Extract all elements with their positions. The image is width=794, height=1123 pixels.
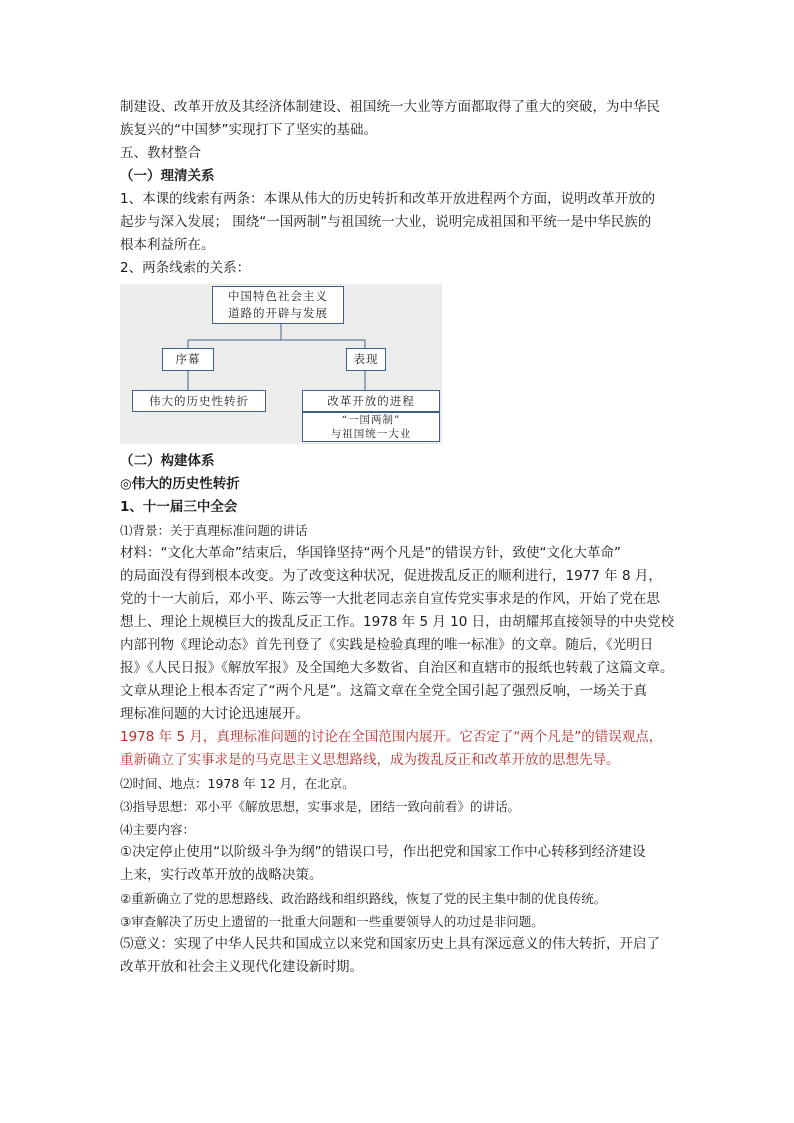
material-line-7: 文章从理论上根本否定了“两个凡是”。这篇文章在全党全国引起了强烈反响，一场关于真 [120,683,647,699]
subheading-1: （一）理清关系 [120,168,215,184]
clue-line-2: 2、两条线索的关系： [120,260,251,276]
guiding-thought-line: ⑶指导思想：邓小平《解放思想，实事求是，团结一致向前看》的讲话。 [120,799,521,814]
significance-line-2: 改革开放和社会主义现代化建设新时期。 [120,959,363,975]
intro-line-2: 族复兴的“中国梦”实现打下了坚实的基础。 [120,122,377,138]
diagram-left-node: 序幕 [162,348,214,371]
material-line-5: 内部刊物《理论动态》首先刊登了《实践是检验真理的唯一标准》的文章。随后，《光明日 [120,637,654,653]
material-line-3: 党的十一大前后，邓小平、陈云等一大批老同志亲自宣传党实事求是的作风，开始了党在思 [120,591,660,607]
diagram-left-leaf: 伟大的历史性转折 [132,390,266,412]
material-line-1: 材料：“文化大革命”结束后，华国锋坚持“两个凡是”的错误方针，致使“文化大革命” [120,545,621,561]
material-line-4: 想上、理论上规模巨大的拨乱反正工作。1978 年 5 月 10 日，由胡耀邦直接领导的中央党校 [120,614,675,630]
diagram-root-node: 中国特色社会主义 道路的开辟与发展 [212,286,344,324]
material-line-6: 报》《人民日报》《解放军报》及全国绝大多数省、自治区和直辖市的报纸也转载了这篇文章。 [120,660,674,676]
clue-line-1c: 根本利益所在。 [120,237,215,253]
diagram-right-node: 表现 [346,348,386,371]
subheading-2: （二）构建体系 [120,453,215,469]
content-item-3: ③审查解决了历史上遗留的一批重大问题和一些重要领导人的功过是非问题。 [120,914,544,929]
highlight-line-2: 重新确立了实事求是的马克思主义思想路线，成为拨乱反正和改革开放的思想先导。 [120,752,620,768]
diagram-right-leaf-2: “一国两制” 与祖国统一大业 [302,412,440,442]
section-5-heading: 五、教材整合 [120,145,201,161]
significance-line-1: ⑸意义：实现了中华人民共和国成立以来党和国家历史上具有深远意义的伟大转折，开启了 [120,936,660,952]
material-line-8: 理标准问题的大讨论迅速展开。 [120,706,309,722]
content-item-1b: 上来，实行改革开放的战略决策。 [120,867,323,883]
diagram-right-leaf-1: 改革开放的进程 [302,390,440,412]
clue-line-1a: 1、本课的线索有两条：本课从伟大的历史转折和改革开放进程两个方面，说明改革开放的 [120,191,656,207]
topic-heading: ◎伟大的历史性转折 [120,476,240,492]
relationship-diagram [120,284,442,444]
heading-plenum: 1、十一届三中全会 [120,499,238,515]
content-item-1a: ①决定停止使用“以阶级斗争为纲”的错误口号，作出把党和国家工作中心转移到经济建设 [120,844,646,860]
document-page [120,96,680,979]
highlight-line-1: 1978 年 5 月，真理标准问题的讨论在全国范围内展开。它否定了“两个凡是”的错误观点， [120,729,663,745]
main-content-label: ⑷主要内容： [120,822,196,837]
material-line-2: 的局面没有得到根本改变。为了改变这种状况，促进拨乱反正的顺利进行，1977 年 8 月， [120,568,662,584]
background-line: ⑴背景：关于真理标准问题的讲话 [120,523,308,538]
content-item-2: ②重新确立了党的思想路线、政治路线和组织路线，恢复了党的民主集中制的优良传统。 [120,891,607,906]
intro-line-1: 制建设、改革开放及其经济体制建设、祖国统一大业等方面都取得了重大的突破，为中华民 [120,99,660,115]
time-place-line: ⑵时间、地点：1978 年 12 月，在北京。 [120,776,355,791]
clue-line-1b: 起步与深入发展； 围绕“一国两制”与祖国统一大业，说明完成祖国和平统一是中华民族的 [120,214,652,230]
